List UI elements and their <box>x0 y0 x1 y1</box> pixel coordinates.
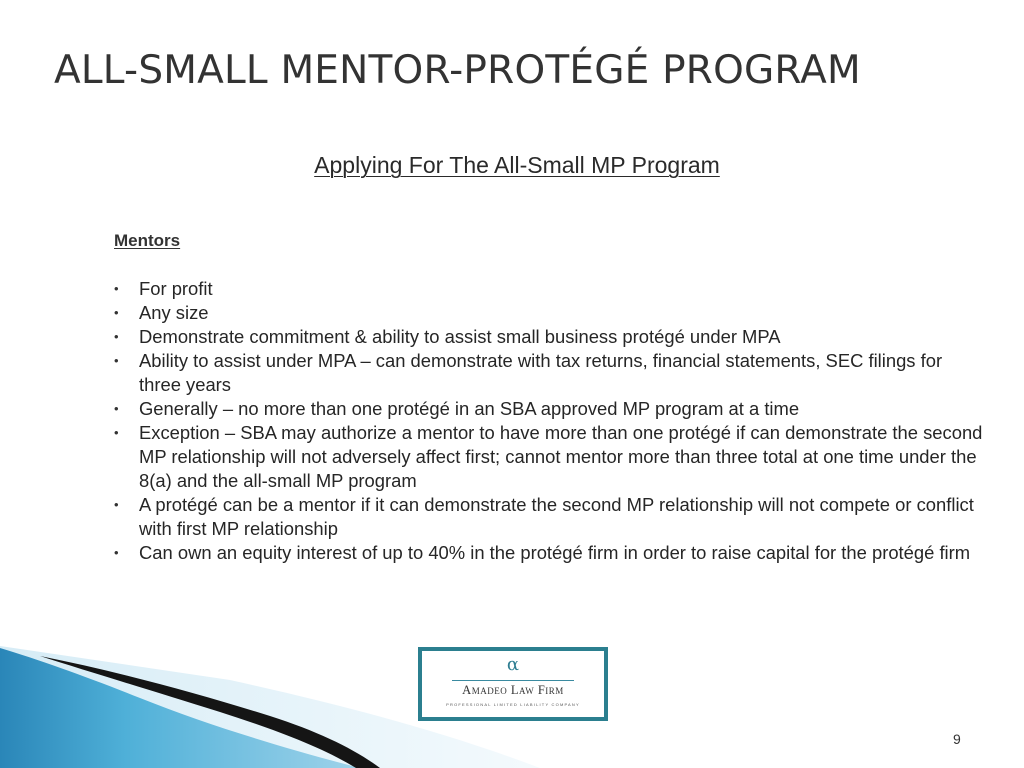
bullet-text: Can own an equity interest of up to 40% in the protégé firm in order to raise capital for the protégé firm <box>139 542 971 563</box>
logo-divider <box>452 680 574 681</box>
list-item <box>114 397 984 421</box>
section-heading: Mentors <box>114 231 181 250</box>
list-item <box>114 421 984 493</box>
bullet-text: Exception – SBA may authorize a mentor to have more than one protégé if can demonstrate the second MP relationship will not adversely affect first; cannot mentor more than three total at one time under the 8(a) and the all-small MP program <box>139 422 983 491</box>
bullet-glyph: • <box>114 425 119 440</box>
logo-tagline: PROFESSIONAL LIMITED LIABILITY COMPANY <box>446 702 580 707</box>
list-item <box>114 301 984 325</box>
bullet-list <box>114 277 984 565</box>
alpha-logo-icon: α <box>506 654 520 675</box>
slide-title: ALL-SMALL MENTOR-PROTÉGÉ PROGRAM <box>54 48 861 93</box>
bullet-text: Any size <box>139 302 209 323</box>
company-logo <box>418 647 608 721</box>
bullet-glyph: • <box>114 281 119 296</box>
list-item <box>114 541 984 565</box>
bullet-text: Ability to assist under MPA – can demonstrate with tax returns, financial statements, SEC filings for three years <box>139 350 943 395</box>
list-item <box>114 493 984 541</box>
bullet-glyph: • <box>114 497 119 512</box>
bullet-glyph: • <box>114 545 119 560</box>
logo-firm-name: Amadeo Law Firm <box>462 683 564 697</box>
bullet-glyph: • <box>114 329 119 344</box>
bullet-text: Generally – no more than one protégé in an SBA approved MP program at a time <box>139 398 800 419</box>
bullet-text: Demonstrate commitment & ability to assist small business protégé under MPA <box>139 326 781 347</box>
bullet-text: For profit <box>139 278 213 299</box>
list-item <box>114 325 984 349</box>
list-item <box>114 349 984 397</box>
bullet-glyph: • <box>114 305 119 320</box>
bullet-text: A protégé can be a mentor if it can demonstrate the second MP relationship will not compete or conflict with first MP relationship <box>139 494 974 539</box>
bullet-glyph: • <box>114 401 119 416</box>
list-item <box>114 277 984 301</box>
bullet-glyph: • <box>114 353 119 368</box>
slide-subtitle: Applying For The All-Small MP Program <box>314 152 720 178</box>
page-number: 9 <box>953 731 961 747</box>
